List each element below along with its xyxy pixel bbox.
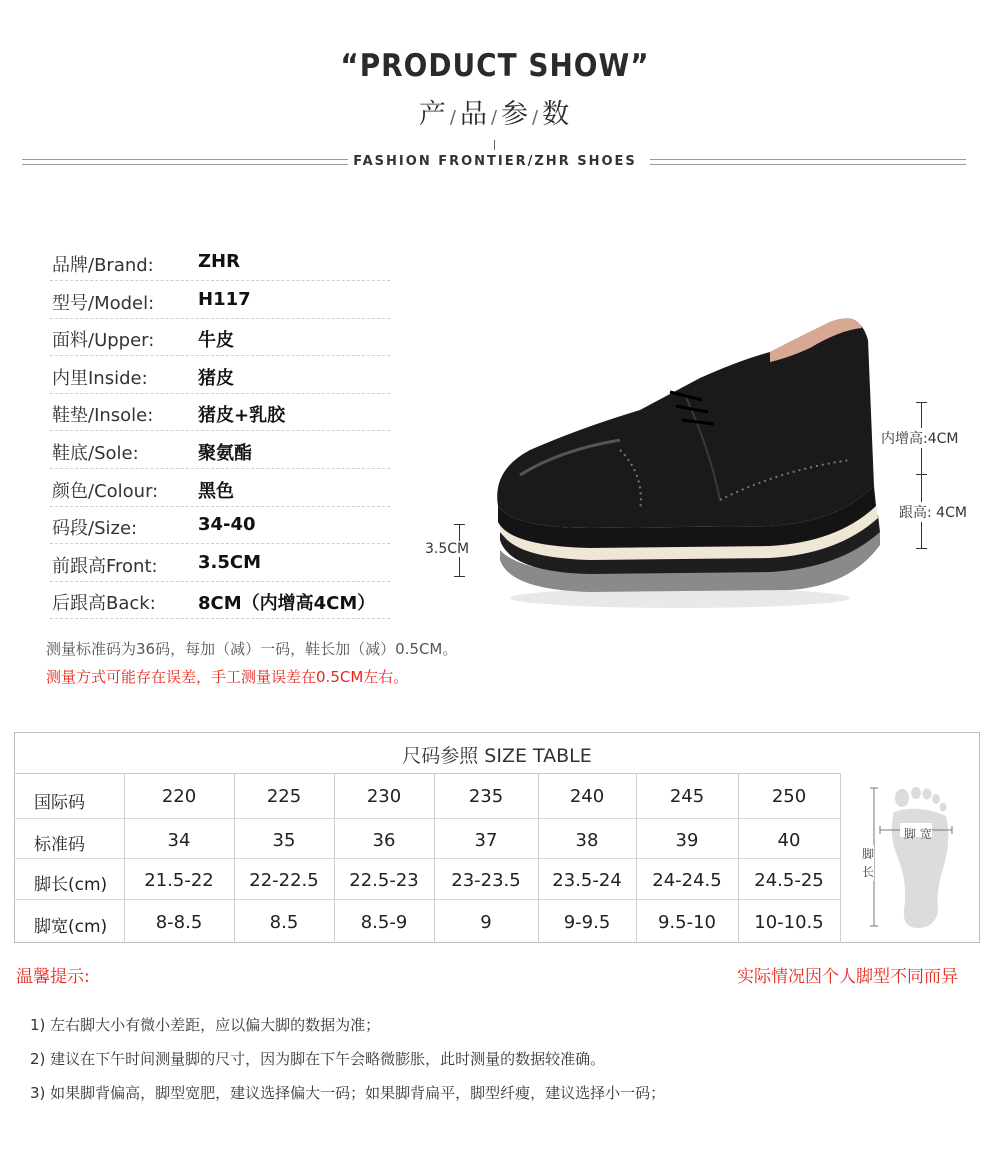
inner-height-label: 内增高:4CM <box>880 428 959 448</box>
size-cell: 8.5-9 <box>360 912 408 933</box>
spec-row <box>50 431 390 469</box>
standard-note: 测量标准码为36码，每加（减）一码，鞋长加（减）0.5CM。 <box>46 640 458 658</box>
size-cell: 36 <box>372 830 396 851</box>
spec-row <box>50 318 390 356</box>
error-note: 测量方式可能存在误差，手工测量误差在0.5CM左右。 <box>46 668 409 686</box>
spec-value: H117 <box>198 288 251 310</box>
tip-item: 2) 建议在下午时间测量脚的尺寸，因为脚在下午会略微膨胀，此时测量的数据较准确。 <box>30 1050 606 1068</box>
title-separator: / <box>490 107 500 128</box>
front-height-cap-bottom <box>454 576 465 577</box>
spec-value: 3.5CM <box>198 551 262 573</box>
tip-item: 1) 左右脚大小有微小差距，应以偏大脚的数据为准； <box>30 1016 381 1034</box>
tips-heading: 温馨提示: <box>16 967 90 987</box>
spec-row <box>50 469 390 507</box>
size-table-title: 尺码参照 SIZE TABLE <box>402 745 592 767</box>
spec-key: 型号/Model: <box>52 292 155 314</box>
size-cell: 225 <box>266 786 302 807</box>
size-cell: 22.5-23 <box>349 870 419 891</box>
back-height-cap-top <box>916 402 927 403</box>
size-cell: 9.5-10 <box>657 912 717 933</box>
spec-row <box>50 581 390 619</box>
spec-key: 码段/Size: <box>52 518 138 540</box>
spec-row <box>50 544 390 582</box>
size-row-label: 标准码 <box>34 835 85 855</box>
size-cell: 250 <box>771 786 807 807</box>
spec-value: 聚氨酯 <box>198 443 252 464</box>
header-subtitle: FASHION FRONTIER/ZHR SHOES <box>353 154 637 169</box>
spec-row <box>50 356 390 394</box>
title-char: 产 <box>418 99 448 130</box>
back-height-line <box>921 402 922 548</box>
title-separator: / <box>449 107 458 128</box>
spec-key: 颜色/Colour: <box>52 480 159 502</box>
spec-row <box>50 393 390 431</box>
size-cell: 22-22.5 <box>249 870 319 891</box>
spec-key: 内里Inside: <box>52 367 148 389</box>
size-cell: 21.5-22 <box>144 870 214 891</box>
size-cell: 245 <box>669 786 705 807</box>
spec-value: 8CM（内增高4CM） <box>198 593 376 615</box>
spec-value: 牛皮 <box>198 330 234 352</box>
header-tick <box>494 140 495 150</box>
size-cell: 9 <box>480 912 492 933</box>
header-title-en: “PRODUCT SHOW” <box>340 48 650 84</box>
size-cell: 9-9.5 <box>563 912 611 933</box>
title-char: 参 <box>501 99 531 130</box>
spec-key: 面料/Upper: <box>52 330 155 352</box>
back-height-cap-bottom <box>916 548 927 549</box>
title-separator: / <box>532 107 541 128</box>
spec-value: ZHR <box>198 251 240 272</box>
size-cell: 220 <box>161 786 197 807</box>
front-height-label: 3.5CM <box>425 541 470 557</box>
size-cell: 35 <box>272 830 296 851</box>
size-cell: 24.5-25 <box>754 870 824 891</box>
size-cell: 39 <box>675 830 699 851</box>
tips-right-note: 实际情况因个人脚型不同而异 <box>737 967 958 987</box>
row-divider <box>14 858 840 859</box>
tip-item: 3) 如果脚背偏高，脚型宽肥，建议选择偏大一码；如果脚背扁平，脚型纤瘦，建议选择小一码； <box>30 1084 666 1102</box>
title-char: 数 <box>542 99 572 130</box>
size-cell: 230 <box>366 786 402 807</box>
size-row-label: 脚长(cm) <box>34 875 108 895</box>
size-cell: 8.5 <box>269 912 299 933</box>
header-title-cn <box>0 92 990 131</box>
row-divider <box>14 818 840 819</box>
heel-height-label: 跟高: 4CM <box>898 502 968 522</box>
size-cell: 23-23.5 <box>451 870 521 891</box>
size-cell: 38 <box>575 830 599 851</box>
size-cell: 24-24.5 <box>652 870 722 891</box>
front-height-cap-top <box>454 524 465 525</box>
spec-value: 黑色 <box>198 480 234 502</box>
spec-row <box>50 281 390 319</box>
size-table-title-rule <box>14 773 840 774</box>
size-cell: 8-8.5 <box>155 912 203 933</box>
size-cell: 235 <box>468 786 504 807</box>
spec-key: 前跟高Front: <box>52 555 158 577</box>
spec-row <box>50 243 390 281</box>
spec-key: 鞋底/Sole: <box>52 443 139 464</box>
shoe-image <box>470 300 890 620</box>
back-height-cap-mid <box>916 474 927 475</box>
size-cell: 240 <box>569 786 605 807</box>
size-cell: 37 <box>474 830 498 851</box>
size-row-label: 国际码 <box>34 793 85 813</box>
size-cell: 40 <box>777 830 801 851</box>
size-cell: 34 <box>167 830 191 851</box>
foot-length-label: 脚 长 <box>862 847 875 879</box>
spec-value: 34-40 <box>198 514 256 536</box>
spec-value: 猪皮 <box>198 367 234 389</box>
spec-key: 鞋垫/Insole: <box>52 405 154 427</box>
spec-value: 猪皮+乳胶 <box>198 405 286 427</box>
size-cell: 23.5-24 <box>552 870 622 891</box>
spec-key: 品牌/Brand: <box>52 255 154 276</box>
spec-row <box>50 506 390 544</box>
title-char: 品 <box>459 99 489 130</box>
spec-key: 后跟高Back: <box>52 593 156 615</box>
foot-width-label: 脚 宽 <box>904 827 932 841</box>
size-cell: 10-10.5 <box>754 912 824 933</box>
size-row-label: 脚宽(cm) <box>34 917 108 937</box>
row-divider <box>14 899 840 900</box>
